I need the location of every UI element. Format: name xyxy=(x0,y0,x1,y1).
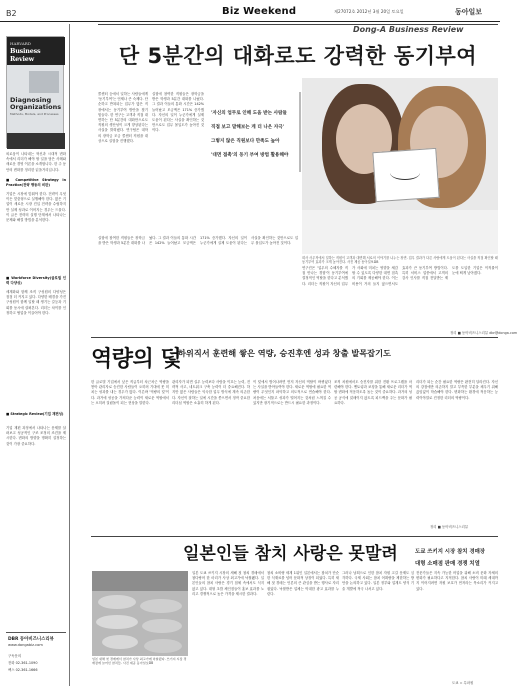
article2-sidebar: 리더가 되는 순간 필요한 역량은 완전히 달라진다. 자신의 강점에만 의존하지 말고 부족한 부분을 채우기 위해 끊임없이 학습해야 한다. 변화하는 환경에 적응하는 능력이야말로 진정한 리더의 역량이다. xyxy=(416,380,498,400)
pull-quote-line: 직접 보고 말해보는 게 더 나은 자극' xyxy=(211,125,285,130)
article3-rule xyxy=(91,536,498,537)
footer-box xyxy=(6,632,66,686)
book-publisher: HARVARD xyxy=(10,41,31,46)
article3-body-3: 그러나 남획으로 인한 참치 자원 고갈 문제도 심각하다. 국제 사회는 참치 어획량을 제한하는 방안을 논의하고 있다. 일본 정부와 업계도 양식 기술 개발에 적극 나서고 있다. xyxy=(342,571,414,591)
page-header xyxy=(0,0,500,22)
left-section-a-title: ■ Competitive Strategy in Practice(전략 행동의 비판) xyxy=(6,178,66,188)
article1-body-left2: 실험에 참여한 직원들은 장학금을 받은 학생과 5분간 대화를 나눴다. 그 결과 이들의 통화 시간은 142% 늘어났고 모금액은 171% 증가했다. 자신의 일이 누군가에게 실제 도움이 된다는 사실을 확인하는 것만으로도 업무 몰입도가 높아진 것이다. xyxy=(152,92,204,133)
article2-byline: 정리 ■ 동아비즈니스리뷰 xyxy=(430,525,469,529)
article2-body-2: 관리자가 되면 실무 능력보다 사람을 이끄는 능력, 전략적 사고, 네트워크 구축 능력이 더 중요해진다. 하지만 많은 사람들은 익숙한 업무 방식에 계속 의존한다. 자신이 잘하는 일에 시간을 쏟으면서 정작 중요한 리더십 역할은 소홀히 하게 된다. xyxy=(172,380,250,405)
left-section-b-title: ■ Workforce Diversity(글로벌 인력 다양성) xyxy=(6,276,66,286)
article3-body-1: 일본 도쿄 쓰키지 시장의 새해 첫 참치 경매에서 참다랑어 한 마리가 사상 최고가에 낙찰됐다. 일본인들의 참치 사랑은 경기 침체 속에서도 식지 않고 있다. 대형 초밥 체인점들이 홍보 효과를 노리고 경쟁적으로 높은 가격을 제시한 결과다. xyxy=(192,571,264,596)
left-section-b-text: 세계화와 함께 조직 구성원의 다양성은 점점 더 커지고 있다. 다양한 배경을 가진 구성원이 함께 일할 때 생기는 갈등과 기회를 동시에 살펴본다. 리더는 차이를 인정하고 협업을 이끌어야 한다. xyxy=(6,290,66,315)
article3-subhead-a: 도쿄 쓰키지 시장 참치 경매장 xyxy=(415,549,485,555)
book-subtitle: Methods, Models, and Processes xyxy=(10,112,59,116)
article2-headline: 역량의 덫 xyxy=(91,347,182,372)
article1-body-right: 연구진은 '업무의 수혜자를 직접 만나는 경험'이 동기부여에 결정적인 역할을 한다고 분석했다. 리더는 직원이 자신의 업무가 사회에 미치는 영향을 체감할 수 있도록 다양한 대면 접촉의 기회를 제공해야 한다. 이는 비용이 거의 들지 않으면서도 효과가 큰 동기부여 방법이다. 특히 서비스 업종에서 고객의 감사 인사를 직접 전달받는 제도를 도입한 기업은 이직률이 눈에 띄게 낮아졌다. xyxy=(302,266,498,286)
article2-body-1: 한 글로벌 기업에서 낮은 직급부터 차근차근 역량을 쌓아 관리자로 승진한 사람들이 오히려 기대에 못 미치는 성과를 내는 경우가 많다. 이른바 '역량의 덫'이다. 과거에 성공을 가져다준 능력이 새로운 역할에서는 오히려 걸림돌이 되는 현상을 말한다. xyxy=(91,380,169,405)
book-cover-image xyxy=(29,71,59,93)
article3-subhead-b: 대형 소매점 판매 경쟁 치열 xyxy=(415,561,480,567)
book-cover xyxy=(6,36,64,148)
dateline: 제27072호 2012년 3월 20일 토요일 xyxy=(334,9,404,14)
book-title: Diagnosing Organizations xyxy=(10,96,62,111)
article2-subhead: 하위직서 훈련해 쌓은 역량, 승진후엔 성과 창출 발목잡기도 xyxy=(178,348,391,358)
footer-brand: DBR 동아비즈니스리뷰 xyxy=(8,637,54,642)
article2-body-3: 이 덫에서 벗어나려면 먼저 자신의 역할이 바뀌었다는 사실을 받아들여야 한다. 새로운 역할에 필요한 역량이 무엇인지 파악하고 의도적으로 연습해야 한다. 처음에는 서툴고 성과가 떨어지는 것처럼 느껴질 수 있지만 장기적으로는 반드시 필요한 과정이다. xyxy=(253,380,331,405)
article3-headline: 일본인들 참치 사랑은 못말려 xyxy=(183,544,398,564)
footer-line-1: 구독문의 xyxy=(8,654,22,658)
article2-body-4: 조직 차원에서도 승진자를 위한 전환 프로그램을 마련해야 한다. 멘토링과 코칭을 통해 새로운 리더가 역할 변화에 적응하도록 돕는 것이 중요하다. 과거의 성공 공식에 얽매이지 않도록 피드백을 주는 문화가 필요하다. xyxy=(334,380,412,405)
article1-photo xyxy=(302,78,498,254)
article3-photo-caption: 일본 새해 첫 경매에서 참치가 사상 최고가에 낙찰됐다. 쓰키지 시장 경매장에 늘어선 참치들. 사진 제공 동아일보DB xyxy=(92,657,187,665)
page-number: B2 xyxy=(6,9,17,18)
left-section-c-title: ■ Strategic Review(기업 재편성) xyxy=(6,412,64,416)
left-section-c-text: 기업 재편 과정에서 나타나는 문제를 살펴보고 성공적인 구조 조정의 조건을 제시한다. 변화의 방향을 명확히 설정하는 것이 가장 중요하다. xyxy=(6,426,66,446)
book-brand: Business Review xyxy=(10,47,41,63)
footer-line-3: 팩스 02-361-1666 xyxy=(8,668,38,672)
pull-quote-box xyxy=(207,92,301,172)
pull-quote-line: 그렇지 않은 직원보다 만족도 높아 xyxy=(211,139,280,144)
footer-url[interactable]: www.dongabiz.com xyxy=(8,643,43,647)
article1-kicker: Dong-A Business Review xyxy=(353,25,464,34)
article1-photo-caption: 회사 사무직에서 일하는 직원이 고객과 대면해 서로의 이야기를 나누는 장면. 업무 결과가 다른 사람에게 도움이 된다는 사실을 직접 확인할 때 동기부여 효과가 크게 높아진다. 사진 제공 동아일보DB xyxy=(302,256,498,264)
pull-quote-line: '자신의 업무로 인해 도움 받는 사람들 xyxy=(211,111,287,116)
article3-body-4: 전문가들은 지속 가능한 어업을 위해 소비 문화 자체의 변화가 필요하다고 지적한다. 참치 사랑이 미래 세대까지 이어지려면 자원 보호가 먼저라는 목소리가 커지고 있다. xyxy=(416,571,498,591)
left-intro-text: 외로움이 나타내는 혁신과 시대적 변화 속에서 리더가 해야 할 일을 담은 사례와 새로운 경영 이론을 소개합니다. 한 주 동안의 변화를 정리한 읽을거리입니다. xyxy=(6,152,66,172)
article1-body-bottom: 실험에 참여한 직원들은 장학금을 받은 학생과 5분간 대화를 나눴다. 그 결과 이들의 통화 시간은 142% 늘어났고 모금액은 171% 증가했다. 자신의 일이 누군가에게 실제 도움이 된다는 사실을 확인하는 것만으로도 업무 몰입도가 높아진 것이다. xyxy=(98,236,298,246)
article3-body-2: 참치 소비량 세계 1위인 일본에서는 참치가 단순한 식재료를 넘어 문화적 상징이 되었다. 특히 새해 첫 경매는 언론의 큰 관심을 받는 행사로 자리 잡았다. 낙찰받은 업체는 막대한 광고 효과를 누린다. xyxy=(267,571,339,596)
section-title: Biz Weekend xyxy=(222,6,297,17)
article3-photo xyxy=(92,571,188,656)
footer-line-2: 전화 02-361-1090 xyxy=(8,661,38,665)
column-divider xyxy=(69,24,70,686)
article1-body-left: 콜센터 등에서 일하는 사람들에게 '동기부여'는 언제나 큰 숙제다. 단순하고 반복되는 업무가 많은 직장에서는 동기부여 방안을 찾기 힘들다. 한 연구는 고객과 직접 대면하는 단 5분간의 대화만으로도 직원의 생산성이 크게 향상된다는 사실을 밝혀냈다. 연구팀은 대학의 장학금 모금 콜센터 직원을 대상으로 실험을 진행했다. xyxy=(98,92,148,143)
article3-byline: 도쿄 = 특파원 xyxy=(452,681,474,685)
article1-byline: 정리 ■ 동아비즈니스리뷰 dbr@donga.com xyxy=(450,331,517,335)
pull-quote-line: '대면 접촉'의 동기 부여 방법 활용해야 xyxy=(211,153,289,158)
masthead: 동아일보 xyxy=(455,8,483,16)
article2-rule xyxy=(91,337,498,338)
article1-headline: 단 5분간의 대화로도 강력한 동기부여 xyxy=(118,44,478,68)
book-cover-footer xyxy=(7,133,65,149)
left-section-a-text: 기업은 시장에 맞춰야 한다. 전략이 무엇이든 맞춤형으로 실행해야 한다. 많은 기업이 새로운 시장 진입 전략을 수립하지만 실제 성과로 이어지는 경우는 드물다. 이 글은 전략의 실행 단계에서 나타나는 문제와 해결 방법을 분석한다. xyxy=(6,192,66,223)
